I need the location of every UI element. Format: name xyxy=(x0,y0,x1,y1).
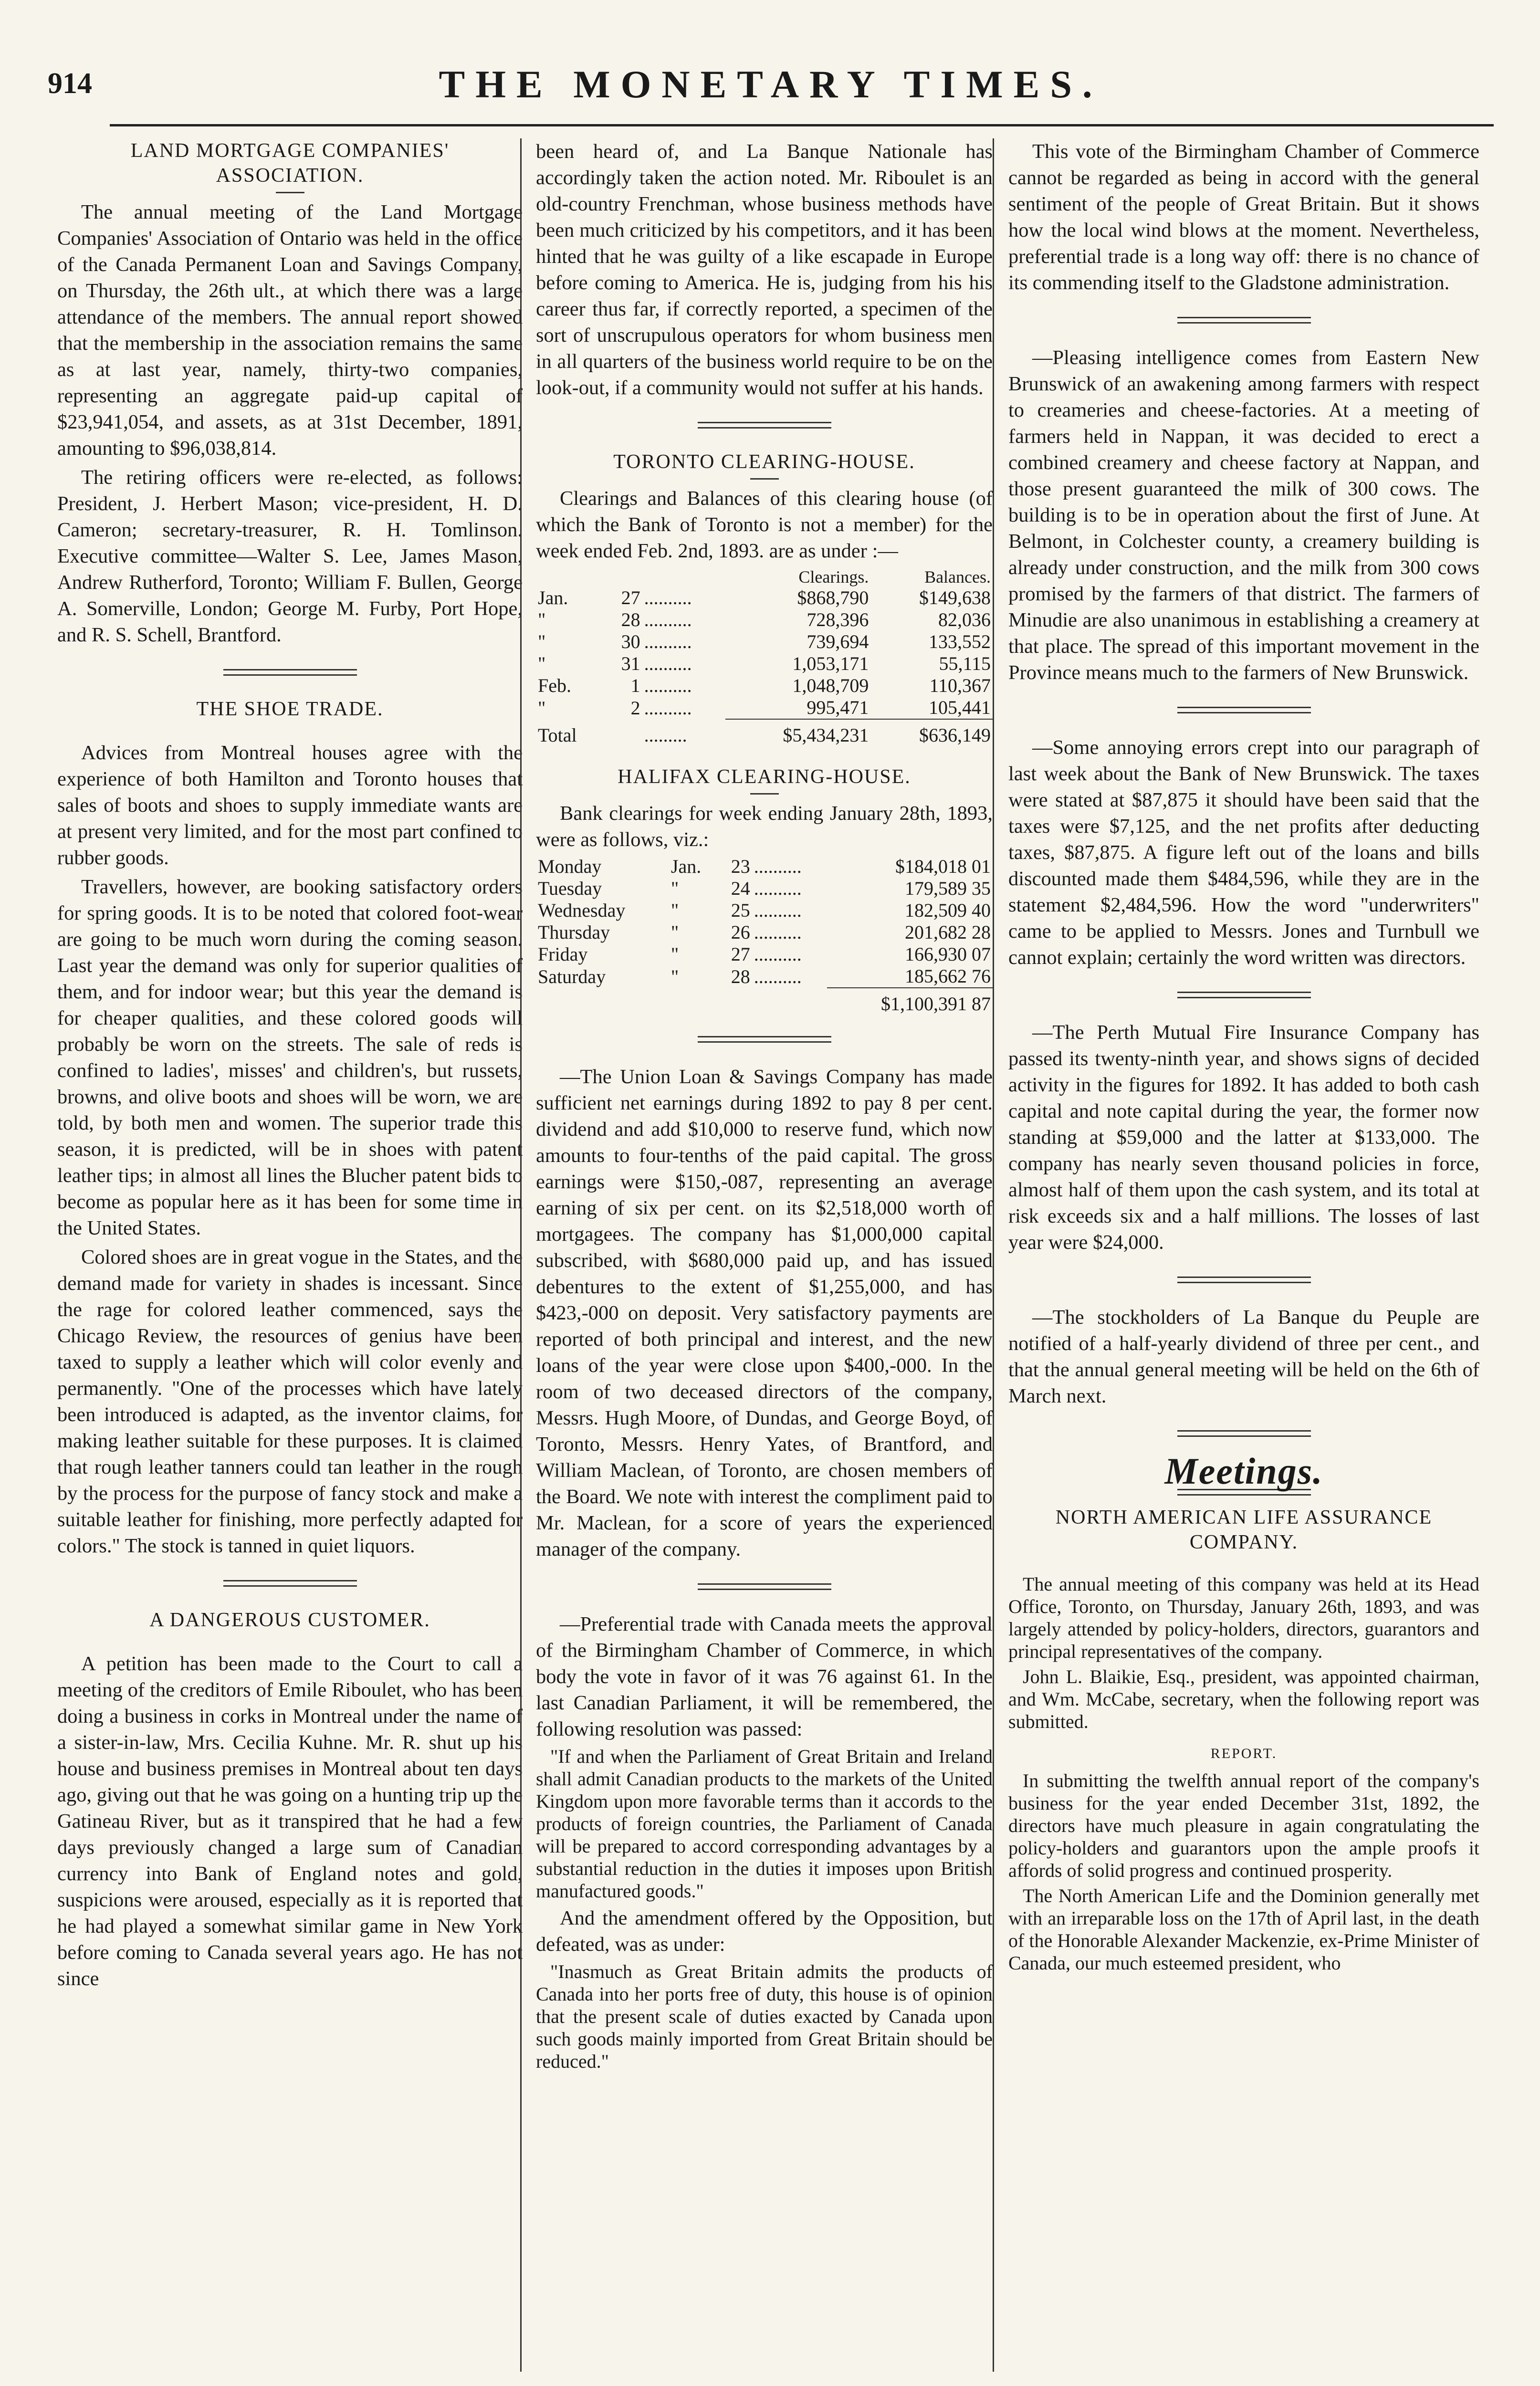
land-mortgage-paragraph-2: The retiring officers were re-elected, as follows: President, J. Herbert Mason; vice-president, H. D. Cameron; secretary-treasurer, R. H. Tomlinson. Executive committee—Walter S. Lee, James Mason, Andrew Rutherford, Toronto; William F. Bullen, George A. Somerville, London; George M. Furby, Port Hope, and R. S. Schell, Brantford. xyxy=(57,466,523,646)
clearings-column-header: Clearings. xyxy=(798,567,869,586)
section-separator xyxy=(698,1583,831,1590)
table-row: Thursday " 26 .......... 201,682 28 xyxy=(538,921,991,943)
preferential-trade-paragraph: —Preferential trade with Canada meets the approval of the Birmingham Chamber of Commerce, in which body the vote in favor of it was 76 against 61. In the last Canadian Parliament, it will be remembered, the following resolution was passed: xyxy=(536,1613,993,1740)
table-row: " 31 .......... 1,053,171 55,115 xyxy=(538,653,991,674)
dangerous-customer-paragraph: A petition has been made to the Court to call a meeting of the creditors of Emile Riboulet, who has been doing a business in corks in Montreal under the name of a sister-in-law, Mrs. Cecilia Kuhne. Mr. R. shut up his house and business premises in Montreal about ten days ago, giving out that he was going on a hunting trip up the Gatineau River, but as it transpired that he had a few days previously changed a large sum of Canadian currency into Bank of England notes and gold, suspicions were aroused, especially as it is reported that he had played a somewhat similar game in New York before coming to Canada several years ago. He has not since xyxy=(57,1653,523,1990)
errors-paragraph: —Some annoying errors crept into our paragraph of last week about the Bank of New Brunswick. The taxes were stated at $87,875 it should have been said that the taxes were $7,125, and the net profits after deducting taxes, $87,875. A figure left out of the loans and bills discounted made them $484,596, while they are in the statement $2,484,596. How the word "underwriters" came to be applied to Messrs. Jones and Turnbull we cannot explain; certainly the word written was directors. xyxy=(1008,736,1479,969)
amendment-quote: "Inasmuch as Great Britain admits the products of Canada into her ports free of duty, this house is of opinion that the present scale of duties exacted by Canada upon such goods mainly imported from Great Britain should be reduced." xyxy=(536,1961,993,2072)
masthead-title: THE MONETARY TIMES. xyxy=(439,63,1103,106)
banque-du-peuple-paragraph: —The stockholders of La Banque du Peuple are notified of a half-yearly dividend of three per cent., and that the annual general meeting will be held on the 6th of March next. xyxy=(1008,1306,1479,1407)
meetings-heading: Meetings. xyxy=(1164,1450,1323,1492)
table-row: Feb. 1 .......... 1,048,709 110,367 xyxy=(538,675,991,696)
column-2 xyxy=(520,138,993,2372)
table-row: " 30 .......... 739,694 133,552 xyxy=(538,631,991,652)
page-number: 914 xyxy=(48,67,92,100)
table-total-row: $1,100,391 87 xyxy=(536,988,993,1015)
report-label: REPORT. xyxy=(1210,1746,1278,1761)
section-separator xyxy=(1177,1277,1311,1283)
table-row: " 28 .......... 728,396 82,036 xyxy=(538,609,991,630)
balances-column-header: Balances. xyxy=(924,567,991,586)
heading-rule xyxy=(276,192,304,193)
shoe-trade-heading: THE SHOE TRADE. xyxy=(196,698,384,720)
section-separator xyxy=(223,1580,357,1587)
perth-mutual-paragraph: —The Perth Mutual Fire Insurance Company has passed its twenty-ninth year, and shows signs of decided activity in the figures for 1892. It has added to both cash capital and note capital during the year, the former now standing at $59,000 and the latter at $133,000. The company has nearly seven thousand policies in force, almost half of them upon the cash system, and its total at risk exceeds six and a half millions. The losses of last year were $24,000. xyxy=(1008,1021,1479,1254)
north-american-life-paragraph-2: John L. Blaikie, Esq., president, was appointed chairman, and Wm. McCabe, secretary, when the following report was submitted. xyxy=(1008,1666,1479,1732)
section-separator xyxy=(1177,707,1311,713)
continued-paragraph: been heard of, and La Banque Nationale has accordingly taken the action noted. Mr. Riboulet is an old-country Frenchman, whose business methods have been much criticized by his competitors, and it has been hinted that he was guilty of a like escapade in Europe before coming to America. He is, judging from his his career thus far, if correctly reported, a specimen of the sort of unscrupulous operators for whom business men in all quarters of the business world require to be on the look-out, if a community would not suffer at his hands. xyxy=(536,140,993,399)
toronto-clearing-table xyxy=(536,567,993,746)
halifax-clearing-table xyxy=(536,856,993,1015)
shoe-trade-paragraph-1: Advices from Montreal houses agree with the experience of both Hamilton and Toronto houses that sales of boots and shoes to supply immediate wants are at present very limited, and for the most part confined to rubber goods. xyxy=(57,742,523,869)
toronto-clearing-intro: Clearings and Balances of this clearing house (of which the Bank of Toronto is not a member) for the week ended Feb. 2nd, 1893. are as under :— xyxy=(536,487,993,562)
column-3 xyxy=(993,138,1479,2372)
page-header xyxy=(48,57,1494,129)
section-separator xyxy=(698,1036,831,1043)
section-separator xyxy=(698,422,831,429)
new-brunswick-creamery-paragraph: —Pleasing intelligence comes from Eastern New Brunswick of an awakening among farmers with respect to creameries and cheese-factories. At a meeting of farmers held in Nappan, it was decided to erect a combined creamery and cheese factory at Nappan, and those present guaranteed the milk of 300 cows. The building is to be in operation about the first of June. At Belmont, in Colchester county, a creamery building is already under construction, and the milk from 300 cows promised by the farmers of that district. The farmers of Minudie are also unanimous in establishing a creamery at that place. The spread of this important movement in the Province means much to the farmers of New Brunswick. xyxy=(1008,346,1479,684)
report-paragraph-1: In submitting the twelfth annual report of the company's business for the year ended December 31st, 1892, the directors have much pleasure in again congratulating the policy-holders and guarantors upon the ample proofs it affords of solid progress and continued prosperity. xyxy=(1008,1770,1479,1881)
table-row: Friday " 27 .......... 166,930 07 xyxy=(538,943,991,965)
section-separator xyxy=(1177,992,1311,998)
table-total-row: Total ......... $5,434,231 $636,149 xyxy=(536,719,993,746)
column-1 xyxy=(57,138,523,1995)
halifax-clearing-heading: HALIFAX CLEARING-HOUSE. xyxy=(618,766,911,788)
table-row: " 2 .......... 995,471 105,441 xyxy=(538,697,991,719)
amendment-paragraph: And the amendment offered by the Opposition, but defeated, was as under: xyxy=(536,1907,993,1956)
table-row: Jan. 27 .......... $868,790 $149,638 xyxy=(538,587,991,608)
section-separator xyxy=(223,669,357,676)
shoe-trade-paragraph-3: Colored shoes are in great vogue in the States, and the demand made for variety in shades is incessant. Since the rage for colored leather commenced, says the Chicago Review, the resources of genius have been taxed to supply a leather which will color evenly and permanently. "One of the processes which have lately been introduced is adapted, as the inventor claims, for making leather suitable for these purposes. It is claimed that rough leather tanners could tan leather in the rough by the process for the purpose of fancy stock and make a suitable leather for finishing, more perfectly adapted for colors." The stock is tanned in quiet liquors. xyxy=(57,1246,523,1557)
heading-rule xyxy=(750,478,779,480)
table-row: Wednesday " 25 .......... 182,509 40 xyxy=(538,900,991,921)
union-loan-paragraph: —The Union Loan & Savings Company has made sufficient net earnings during 1892 to pay 8 per cent. dividend and add $10,000 to reserve fund, which now amounts to four-tenths of the paid capital. The gross earnings were $150,-087, representing an average earning of six per cent. on its $2,518,000 worth of mortgagees. The company has $1,000,000 capital subscribed, with $680,000 paid up, and has issued debentures to the extent of $1,255,000, and has $423,-000 on deposit. Very satisfactory payments are reported of both principal and interest, and the new loans of the year were close upon $400,-000. In the room of two deceased directors of the company, Messrs. Hugh Moore, of Dundas, and George Boyd, of Toronto, Messrs. Henry Yates, of Brantford, and William Maclean, of Toronto, are chosen members of the Board. We note with interest the compliment paid to Mr. Maclean, for a score of years the experienced manager of the company. xyxy=(536,1066,993,1560)
birmingham-vote-paragraph: This vote of the Birmingham Chamber of Commerce cannot be regarded as being in accord with the general sentiment of the people of Great Britain. But it shows how the local wind blows at the moment. Nevertheless, preferential trade is a long way off: there is no chance of its commending itself to the Gladstone administration. xyxy=(1008,140,1479,294)
section-separator xyxy=(1177,317,1311,324)
header-rule xyxy=(110,124,1494,126)
land-mortgage-heading: LAND MORTGAGE COMPANIES' ASSOCIATION. xyxy=(130,140,450,187)
land-mortgage-paragraph-1: The annual meeting of the Land Mortgage Companies' Association of Ontario was held in the office of the Canada Permanent Loan and Savings Company, on Thursday, the 26th ult., at which there was a large attendance of the members. The annual report showed that the membership in the association remains the same as at last year, namely, thirty-two companies, representing an aggregate paid-up capital of $23,941,054, and assets, as at 31st December, 1891, amounting to $96,038,814. xyxy=(57,201,523,460)
north-american-life-paragraph-1: The annual meeting of this company was held at its Head Office, Toronto, on Thursday, January 26th, 1893, and was largely attended by policy-holders, directors, guarantors and principal representatives of the company. xyxy=(1008,1573,1479,1662)
dangerous-customer-heading: A DANGEROUS CUSTOMER. xyxy=(149,1609,430,1631)
north-american-life-heading: NORTH AMERICAN LIFE ASSURANCE COMPANY. xyxy=(1055,1507,1433,1553)
section-separator xyxy=(1177,1430,1311,1437)
shoe-trade-paragraph-2: Travellers, however, are booking satisfactory orders for spring goods. It is to be noted that colored foot-wear are going to be much worn during the coming season. Last year the demand was only for superior qualities of them, and for indoor wear; but this year the demand is for cheaper qualities, and these colored goods will probably be worn on the streets. The sale of reds is confined to ladies', misses' and children's, but russets, browns, and olive boots and shoes will be worn, we are told, by both men and women. The superior trade this season, it is predicted, will be in shoes with patent leather tips; in almost all lines the Blucher patent bids to become as popular here as it has been for some time in the United States. xyxy=(57,876,523,1239)
toronto-clearing-heading: TORONTO CLEARING-HOUSE. xyxy=(613,451,915,473)
table-row: Tuesday " 24 .......... 179,589 35 xyxy=(538,878,991,899)
report-paragraph-2: The North American Life and the Dominion generally met with an irreparable loss on the 17th of April last, in the death of the Honorable Alexander Mackenzie, ex-Prime Minister of Canada, our much esteemed president, who xyxy=(1008,1885,1479,1974)
table-row: Saturday " 28 .......... 185,662 76 xyxy=(538,965,991,987)
resolution-quote: "If and when the Parliament of Great Britain and Ireland shall admit Canadian products to the markets of the United Kingdom upon more favorable terms than it accords to the products of foreign countries, the Parliament of Canada will be prepared to accord corresponding advantages by a substantial reduction in the duties it imposes upon British manufactured goods." xyxy=(536,1746,993,1902)
heading-rule xyxy=(750,793,779,795)
halifax-clearing-intro: Bank clearings for week ending January 28th, 1893, were as follows, viz.: xyxy=(536,802,993,851)
table-row: Monday Jan. 23 .......... $184,018 01 xyxy=(538,856,991,877)
